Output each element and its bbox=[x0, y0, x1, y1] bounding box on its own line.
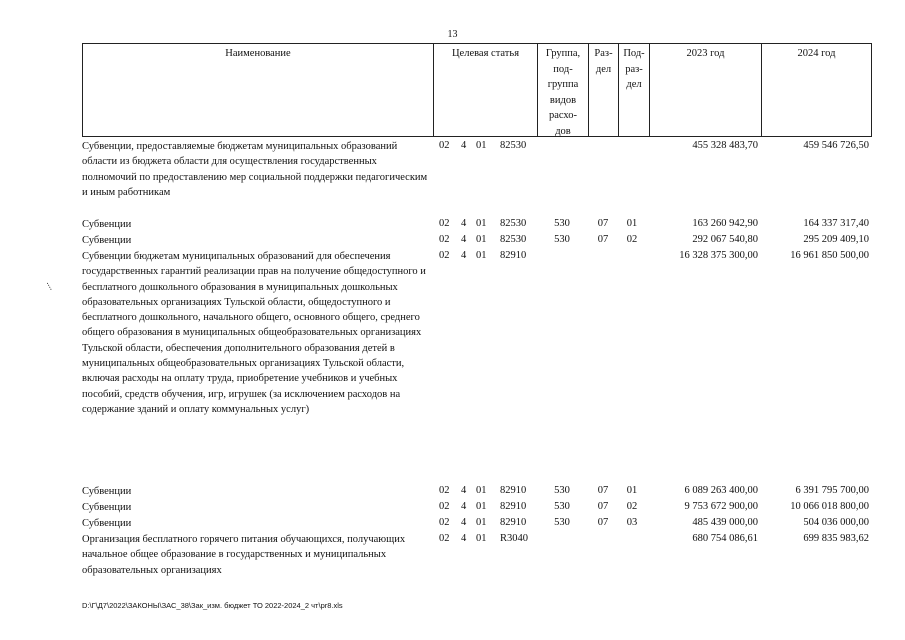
row-value-2023: 680 754 086,61 bbox=[692, 533, 758, 544]
row-value-2024: 164 337 317,40 bbox=[803, 218, 869, 229]
row-code-c2: 4 bbox=[461, 501, 467, 512]
row-code-c1: 02 bbox=[439, 485, 450, 496]
row-name: Субвенции bbox=[82, 219, 132, 230]
row-code-c3: 01 bbox=[476, 250, 487, 261]
row-code-sec: 07 bbox=[597, 485, 609, 496]
row-value-2023: 163 260 942,90 bbox=[692, 218, 758, 229]
margin-mark: .... bbox=[44, 278, 59, 292]
row-code-c3: 01 bbox=[476, 218, 487, 229]
header-group-line: дов bbox=[555, 125, 571, 137]
row-code-c3: 01 bbox=[476, 517, 487, 528]
row-code-c2: 4 bbox=[461, 140, 467, 151]
row-code-c2: 4 bbox=[461, 234, 467, 245]
header-section-cell bbox=[588, 43, 618, 137]
header-2024: 2024 год bbox=[797, 48, 836, 59]
row-code-group: 530 bbox=[554, 485, 570, 496]
row-code-sub: 01 bbox=[626, 218, 638, 229]
row-code-c2: 4 bbox=[461, 533, 467, 544]
footer-file-path: D:\Г\Д7\2022\ЗАКОНЫ\ЗАС_38\Зак_изм. бюджет ТО 2022-2024_2 чт\pr8.xls bbox=[82, 601, 343, 610]
row-code-c2: 4 bbox=[461, 517, 467, 528]
row-code-c3: 01 bbox=[476, 533, 487, 544]
header-name: Наименование bbox=[225, 48, 291, 59]
row-name: Субвенции bbox=[82, 486, 132, 497]
row-value-2023: 455 328 483,70 bbox=[692, 140, 758, 151]
row-name: Организация бесплатного горячего питания обучающихся, получающих начальное общее образование в государственных и муниципальных образовательных организациях bbox=[82, 534, 406, 576]
row-code-c1: 02 bbox=[439, 517, 450, 528]
row-code-c1: 02 bbox=[439, 234, 450, 245]
row-name: Субвенции бюджетам муниципальных образований для обеспечения государственных гарантий реализации прав на получение общедоступного и бесплатного дошкольного образования в муниципальных дошкольных образовательных организациях Тульской области, общедоступного и бесплатного дошкольного, начального общего, основного общего, среднего общего образования в муниципальных общеобразовательных организациях Тульской области, обеспечения дополнительного образования детей в муниципальных общеобразовательных организациях Тульской области, включая расходы на оплату труда, приобретение учебников и учебных пособий, средств обучения, игр, игрушек (за исключением расходов на содержание зданий и оплату коммунальных услуг) bbox=[82, 251, 426, 415]
row-code-sub: 01 bbox=[626, 485, 638, 496]
header-group-line: Группа, bbox=[545, 48, 581, 59]
header-section bbox=[589, 44, 618, 136]
row-code-c2: 4 bbox=[461, 485, 467, 496]
row-code-c4: 82530 bbox=[500, 234, 527, 245]
row-code-c1: 02 bbox=[439, 501, 450, 512]
row-code-c3: 01 bbox=[476, 140, 487, 151]
header-group-line: группа bbox=[547, 79, 579, 90]
row-value-2024: 504 036 000,00 bbox=[803, 517, 869, 528]
header-2023-cell bbox=[649, 43, 761, 137]
header-section-line: дел bbox=[595, 63, 612, 75]
row-value-2023: 6 089 263 400,00 bbox=[684, 485, 758, 496]
row-value-2024: 459 546 726,50 bbox=[803, 140, 869, 151]
row-code-c4: 82530 bbox=[500, 140, 527, 151]
row-code-c1: 02 bbox=[439, 250, 450, 261]
header-subsection-line: дел bbox=[626, 79, 642, 90]
header-subsection-cell bbox=[618, 43, 649, 137]
row-value-2024: 699 835 983,62 bbox=[803, 533, 869, 544]
row-value-2024: 295 209 409,10 bbox=[803, 234, 869, 245]
row-code-sub: 02 bbox=[626, 234, 638, 245]
row-code-group: 530 bbox=[554, 501, 570, 512]
header-subsection bbox=[619, 44, 649, 136]
header-section-line: Раз- bbox=[594, 48, 613, 59]
header-group-line: расхо- bbox=[548, 110, 578, 121]
row-code-c4: R3040 bbox=[500, 533, 529, 544]
row-code-c3: 01 bbox=[476, 501, 487, 512]
header-2024-cell bbox=[761, 43, 872, 137]
row-code-sub: 02 bbox=[626, 501, 638, 512]
row-value-2023: 16 328 375 300,00 bbox=[679, 250, 758, 261]
row-code-c2: 4 bbox=[461, 250, 467, 261]
row-value-2023: 9 753 672 900,00 bbox=[684, 501, 758, 512]
header-group-line: под- bbox=[553, 63, 573, 75]
row-name: Субвенции bbox=[82, 502, 132, 513]
header-group-cell bbox=[537, 43, 588, 137]
row-code-c4: 82910 bbox=[500, 501, 527, 512]
row-code-c4: 82910 bbox=[500, 250, 527, 261]
header-target-cell bbox=[433, 43, 537, 137]
row-code-c4: 82910 bbox=[500, 517, 527, 528]
header-target: Целевая статья bbox=[451, 48, 520, 59]
row-code-group: 530 bbox=[554, 218, 570, 229]
header-subsection-line: раз- bbox=[625, 63, 643, 75]
row-code-sec: 07 bbox=[597, 517, 609, 528]
row-name: Субвенции bbox=[82, 518, 132, 529]
row-code-c4: 82910 bbox=[500, 485, 527, 496]
row-name: Субвенции, предоставляемые бюджетам муниципальных образований области из бюджета области для осуществления государственных полномочий по предоставлению мер социальной поддержки педагогическим и иным работникам bbox=[82, 141, 428, 198]
row-code-sec: 07 bbox=[597, 501, 609, 512]
row-name: Субвенции bbox=[82, 235, 132, 246]
header-group-line: видов bbox=[549, 94, 577, 106]
row-value-2024: 10 066 018 800,00 bbox=[790, 501, 869, 512]
row-value-2024: 16 961 850 500,00 bbox=[790, 250, 869, 261]
row-code-group: 530 bbox=[554, 517, 570, 528]
row-code-c2: 4 bbox=[461, 218, 467, 229]
row-code-c3: 01 bbox=[476, 234, 487, 245]
row-code-group: 530 bbox=[554, 234, 570, 245]
header-subsection-line: Под- bbox=[623, 48, 645, 59]
header-group bbox=[538, 44, 588, 136]
row-code-c4: 82530 bbox=[500, 218, 527, 229]
header-2023: 2023 год bbox=[686, 48, 725, 59]
row-code-c1: 02 bbox=[439, 533, 450, 544]
header-name-cell bbox=[82, 43, 433, 137]
row-code-c1: 02 bbox=[439, 140, 450, 151]
row-code-sec: 07 bbox=[597, 234, 609, 245]
row-value-2023: 292 067 540,80 bbox=[692, 234, 758, 245]
row-value-2024: 6 391 795 700,00 bbox=[795, 485, 869, 496]
page-number: 13 bbox=[447, 29, 458, 40]
row-code-c3: 01 bbox=[476, 485, 487, 496]
row-code-c1: 02 bbox=[439, 218, 450, 229]
row-code-sub: 03 bbox=[626, 517, 638, 528]
row-value-2023: 485 439 000,00 bbox=[692, 517, 758, 528]
row-code-sec: 07 bbox=[597, 218, 609, 229]
